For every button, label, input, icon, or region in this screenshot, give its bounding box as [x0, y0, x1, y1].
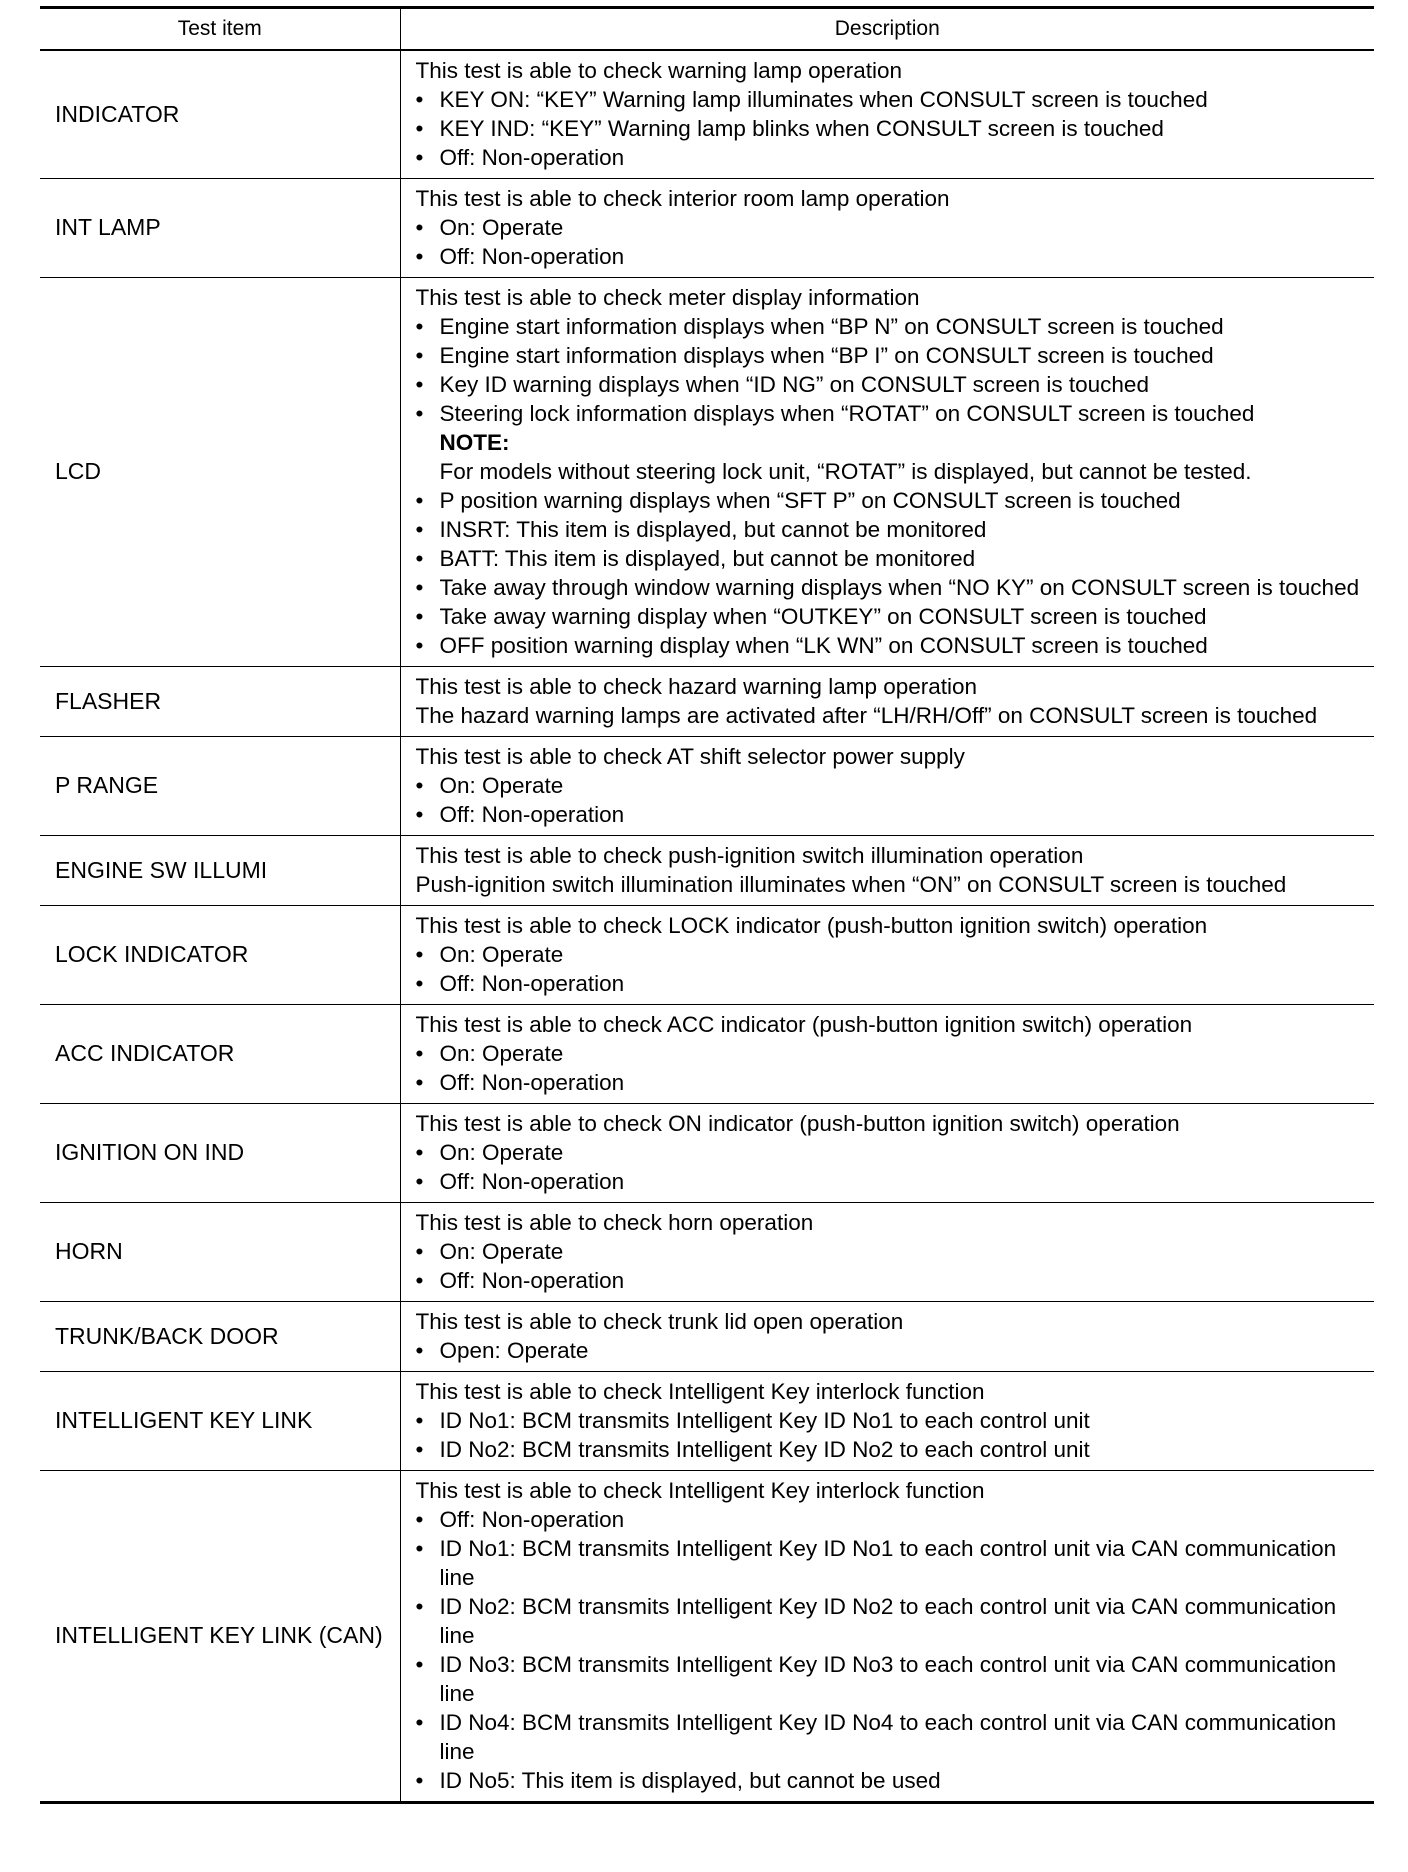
test-item-cell: IGNITION ON IND	[40, 1104, 400, 1203]
bullet-icon: •	[415, 1768, 424, 1793]
bullet-icon: •	[415, 575, 424, 600]
note-heading: NOTE:	[439, 430, 510, 455]
bullet-item	[416, 242, 1369, 271]
bullet-text: ID No3: BCM transmits Intelligent Key ID No3 to each control unit via CAN communication line	[439, 1652, 1337, 1706]
bullet-icon: •	[415, 1652, 424, 1677]
table-row	[40, 737, 1374, 836]
bullet-icon: •	[415, 1437, 424, 1462]
bullet-item	[416, 1766, 1369, 1795]
test-item-cell: HORN	[40, 1203, 400, 1302]
bullet-icon: •	[415, 1594, 424, 1619]
description-line: This test is able to check hazard warning lamp operation	[415, 674, 978, 699]
table-header	[40, 8, 1374, 51]
description-cell	[400, 836, 1374, 906]
description-line: This test is able to check Intelligent Key interlock function	[415, 1478, 985, 1503]
bullet-icon: •	[415, 87, 424, 112]
bullet-item	[416, 602, 1369, 631]
bullet-icon: •	[415, 1169, 424, 1194]
active-test-table	[40, 6, 1374, 1804]
description-cell	[400, 737, 1374, 836]
bullet-text: Take away through window warning displays when “NO KY” on CONSULT screen is touched	[439, 575, 1360, 600]
description-line: This test is able to check push-ignition switch illumination operation	[415, 843, 1084, 868]
test-item-cell: P RANGE	[40, 737, 400, 836]
bullet-icon: •	[415, 604, 424, 629]
table-row	[40, 179, 1374, 278]
bullet-item	[416, 1406, 1369, 1435]
bullet-text: KEY IND: “KEY” Warning lamp blinks when CONSULT screen is touched	[439, 116, 1164, 141]
bullet-icon: •	[415, 372, 424, 397]
bullet-item	[416, 940, 1369, 969]
bullet-icon: •	[415, 488, 424, 513]
bullet-icon: •	[415, 1041, 424, 1066]
bullet-text: On: Operate	[439, 1140, 564, 1165]
bullet-item	[416, 213, 1369, 242]
test-item-cell: INDICATOR	[40, 50, 400, 179]
table-row	[40, 1302, 1374, 1372]
table-row	[40, 50, 1374, 179]
bullet-icon: •	[415, 215, 424, 240]
bullet-text: On: Operate	[439, 1239, 564, 1264]
table-row	[40, 278, 1374, 667]
bullet-text: On: Operate	[439, 1041, 564, 1066]
description-line: This test is able to check horn operation	[415, 1210, 814, 1235]
bullet-text: INSRT: This item is displayed, but cannot be monitored	[439, 517, 987, 542]
description-line: This test is able to check warning lamp operation	[415, 58, 902, 83]
description-line: This test is able to check Intelligent Key interlock function	[415, 1379, 985, 1404]
bullet-icon: •	[415, 633, 424, 658]
bullet-item	[416, 114, 1369, 143]
bullet-text: ID No1: BCM transmits Intelligent Key ID No1 to each control unit	[439, 1408, 1090, 1433]
note-text: For models without steering lock unit, “ROTAT” is displayed, but cannot be tested.	[439, 459, 1252, 484]
bullet-icon: •	[415, 145, 424, 170]
bullet-item	[416, 515, 1369, 544]
table-row	[40, 906, 1374, 1005]
bullet-item	[416, 1138, 1369, 1167]
test-item-cell: TRUNK/BACK DOOR	[40, 1302, 400, 1372]
bullet-item	[416, 1650, 1369, 1708]
description-cell	[400, 179, 1374, 278]
bullet-icon: •	[415, 116, 424, 141]
test-item-cell: INTELLIGENT KEY LINK	[40, 1372, 400, 1471]
test-item-cell: FLASHER	[40, 667, 400, 737]
bullet-text: Key ID warning displays when “ID NG” on CONSULT screen is touched	[439, 372, 1149, 397]
table-body	[40, 50, 1374, 1803]
bullet-item	[416, 1435, 1369, 1464]
bullet-text: Off: Non-operation	[439, 145, 625, 170]
description-cell	[400, 50, 1374, 179]
description-cell	[400, 906, 1374, 1005]
bullet-item	[416, 1708, 1369, 1766]
description-cell	[400, 667, 1374, 737]
bullet-item	[416, 486, 1369, 515]
bullet-icon: •	[415, 802, 424, 827]
bullet-item	[416, 399, 1369, 428]
bullet-item	[416, 1266, 1369, 1295]
bullet-item	[416, 771, 1369, 800]
description-line: This test is able to check ON indicator (push-button ignition switch) operation	[415, 1111, 1180, 1136]
bullet-icon: •	[415, 1239, 424, 1264]
header-description: Description	[400, 8, 1374, 51]
bullet-text: Off: Non-operation	[439, 1507, 625, 1532]
table-row	[40, 1203, 1374, 1302]
description-cell	[400, 1302, 1374, 1372]
bullet-text: BATT: This item is displayed, but cannot be monitored	[439, 546, 976, 571]
bullet-icon: •	[415, 942, 424, 967]
bullet-item	[416, 1336, 1369, 1365]
description-cell	[400, 278, 1374, 667]
bullet-item	[416, 1167, 1369, 1196]
bullet-text: Off: Non-operation	[439, 1169, 625, 1194]
bullet-icon: •	[415, 1536, 424, 1561]
bullet-text: Open: Operate	[439, 1338, 589, 1363]
bullet-icon: •	[415, 1710, 424, 1735]
bullet-icon: •	[415, 244, 424, 269]
test-item-cell: INTELLIGENT KEY LINK (CAN)	[40, 1471, 400, 1803]
bullet-item	[416, 631, 1369, 660]
test-item-cell: INT LAMP	[40, 179, 400, 278]
bullet-text: Engine start information displays when “BP I” on CONSULT screen is touched	[439, 343, 1214, 368]
bullet-icon: •	[415, 1070, 424, 1095]
table-row	[40, 836, 1374, 906]
description-line: This test is able to check meter display information	[415, 285, 920, 310]
bullet-text: On: Operate	[439, 942, 564, 967]
bullet-item	[416, 1039, 1369, 1068]
bullet-icon: •	[415, 971, 424, 996]
bullet-item	[416, 341, 1369, 370]
bullet-icon: •	[415, 343, 424, 368]
description-cell	[400, 1471, 1374, 1803]
bullet-text: On: Operate	[439, 215, 564, 240]
bullet-text: ID No5: This item is displayed, but cannot be used	[439, 1768, 941, 1793]
bullet-item	[416, 143, 1369, 172]
bullet-item	[416, 85, 1369, 114]
bullet-icon: •	[415, 773, 424, 798]
bullet-text: Engine start information displays when “BP N” on CONSULT screen is touched	[439, 314, 1224, 339]
bullet-text: Off: Non-operation	[439, 1268, 625, 1293]
bullet-item	[416, 969, 1369, 998]
bullet-item	[416, 1534, 1369, 1592]
test-item-cell: ENGINE SW ILLUMI	[40, 836, 400, 906]
description-cell	[400, 1104, 1374, 1203]
header-test-item: Test item	[177, 17, 262, 40]
bullet-icon: •	[415, 1140, 424, 1165]
table-row	[40, 1005, 1374, 1104]
active-test-table-page	[40, 6, 1374, 1804]
bullet-text: KEY ON: “KEY” Warning lamp illuminates when CONSULT screen is touched	[439, 87, 1208, 112]
bullet-text: Off: Non-operation	[439, 244, 625, 269]
description-cell	[400, 1372, 1374, 1471]
description-line: This test is able to check trunk lid open operation	[415, 1309, 904, 1334]
bullet-item	[416, 312, 1369, 341]
table-row	[40, 667, 1374, 737]
table-row	[40, 1471, 1374, 1803]
bullet-item	[416, 1068, 1369, 1097]
bullet-text: Take away warning display when “OUTKEY” on CONSULT screen is touched	[439, 604, 1207, 629]
bullet-item	[416, 1592, 1369, 1650]
bullet-text: Off: Non-operation	[439, 802, 625, 827]
bullet-text: P position warning displays when “SFT P” on CONSULT screen is touched	[439, 488, 1181, 513]
test-item-cell: LOCK INDICATOR	[40, 906, 400, 1005]
bullet-item	[416, 370, 1369, 399]
description-line: This test is able to check LOCK indicator (push-button ignition switch) operation	[415, 913, 1208, 938]
bullet-icon: •	[415, 517, 424, 542]
description-line: This test is able to check interior room lamp operation	[415, 186, 950, 211]
bullet-text: Off: Non-operation	[439, 1070, 625, 1095]
bullet-text: ID No2: BCM transmits Intelligent Key ID No2 to each control unit via CAN communication line	[439, 1594, 1337, 1648]
bullet-item	[416, 1237, 1369, 1266]
description-line: This test is able to check ACC indicator (push-button ignition switch) operation	[415, 1012, 1193, 1037]
test-item-cell: LCD	[40, 278, 400, 667]
bullet-item	[416, 800, 1369, 829]
bullet-text: ID No1: BCM transmits Intelligent Key ID No1 to each control unit via CAN communication line	[439, 1536, 1337, 1590]
description-line: The hazard warning lamps are activated after “LH/RH/Off” on CONSULT screen is touched	[415, 703, 1318, 728]
bullet-item	[416, 1505, 1369, 1534]
bullet-text: Steering lock information displays when “ROTAT” on CONSULT screen is touched	[439, 401, 1255, 426]
bullet-icon: •	[415, 1408, 424, 1433]
bullet-text: OFF position warning display when “LK WN” on CONSULT screen is touched	[439, 633, 1208, 658]
bullet-icon: •	[415, 401, 424, 426]
description-cell	[400, 1005, 1374, 1104]
bullet-text: ID No4: BCM transmits Intelligent Key ID No4 to each control unit via CAN communication line	[439, 1710, 1337, 1764]
description-line: Push-ignition switch illumination illuminates when “ON” on CONSULT screen is touched	[415, 872, 1287, 897]
bullet-text: Off: Non-operation	[439, 971, 625, 996]
bullet-icon: •	[415, 546, 424, 571]
bullet-text: ID No2: BCM transmits Intelligent Key ID No2 to each control unit	[439, 1437, 1090, 1462]
bullet-item	[416, 573, 1369, 602]
bullet-text: On: Operate	[439, 773, 564, 798]
bullet-item	[416, 544, 1369, 573]
bullet-icon: •	[415, 314, 424, 339]
table-row	[40, 1104, 1374, 1203]
description-line: This test is able to check AT shift selector power supply	[415, 744, 965, 769]
table-row	[40, 1372, 1374, 1471]
description-cell	[400, 1203, 1374, 1302]
bullet-icon: •	[415, 1507, 424, 1532]
bullet-icon: •	[415, 1268, 424, 1293]
test-item-cell: ACC INDICATOR	[40, 1005, 400, 1104]
bullet-icon: •	[415, 1338, 424, 1363]
